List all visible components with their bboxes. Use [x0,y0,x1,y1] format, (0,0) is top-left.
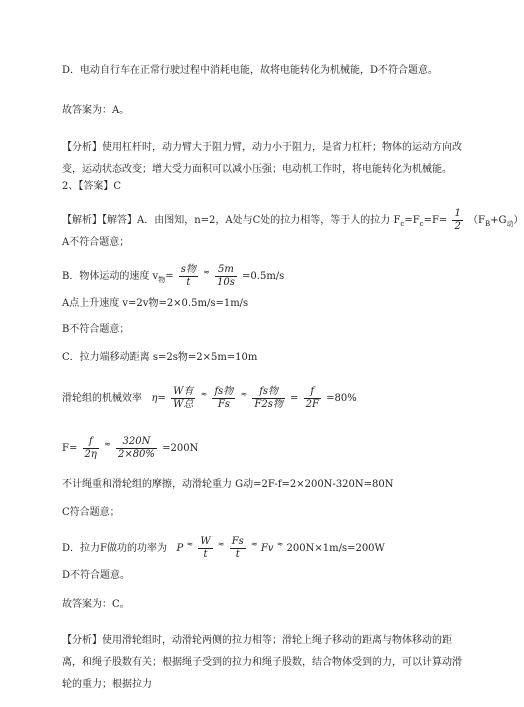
d-not-match: D不符合题意。 [62,570,131,581]
fraction-f-over-2eta: $\frac{f}{2\eta}$ [84,436,97,460]
answer-1: 故答案为：A。 [62,105,130,116]
fraction-f-over-2F: $\frac{f}{2F}$ [305,386,319,410]
a-rise-speed: A点上升速度 v=2v物=2×0.5m/s=1m/s [62,298,249,309]
a-not-match: A不符合题意； [62,237,130,248]
b-not-match: B不符合题意； [62,324,130,335]
g-dynamic: 不计绳重和滑轮组的摩擦，动滑轮重力 G动=2F-f=2×200N-320N=80N [62,479,394,490]
d-power-line: D．拉力F做功的功率为 P ≈ $\frac{W}{t}$ ≈ $\frac{Fs}{t}$ ≈ Fv ≈ 200N×1m/s=200W [62,536,385,560]
fraction-320-over-160: $\frac{320N}{2\times 80\%}$ [117,436,155,460]
fraction-s-over-t: $\frac{\text{s物}}{t}$ [180,264,196,288]
d-option-text: D．电动自行车在正常行驶过程中消耗电能，故将电能转化为机械能，D不符合题意。 [62,65,439,76]
fraction-fs-over-Fs: $\frac{\text{fs物}}{Fs}$ [214,386,234,410]
analysis-1: 【分析】使用杠杆时，动力臂大于阻力臂，动力小于阻力，是省力杠杆；物体的运动方向改变，运动状态改变；增大受力面积可以减小压强；电动机工作时，将电能转化为机械能。 [62,142,462,175]
b-speed-line: B．物体运动的速度 $v_物=$ $\frac{\text{s物}}{t}$ ≈ $\frac{5m}{10s}$ =0.5m/s [62,264,285,288]
question-2-answer: 2、【答案】C [62,181,122,192]
fraction-Fs-over-t: $\frac{Fs}{t}$ [231,536,244,560]
fraction-w-over-t: $\frac{W}{t}$ [200,536,211,560]
fraction-w-ratio: $\frac{\text{W有}}{\text{W总}}$ [173,386,194,410]
answer-2: 故答案为：C。 [62,599,130,610]
fraction-half: $\frac{1}{2}$ [454,208,461,232]
explain-line: 【解析】【解答】A．由图知，n=2，A处与C处的拉力相等，等于人的拉力 $F_c=F_c=F=$ $\frac{1}{2}$ $(F_B+G_动)$ [62,208,524,232]
efficiency-line: 滑轮组的机械效率 η= $\frac{\text{W有}}{\text{W总}}$ ≈ $\frac{\text{fs物}}{Fs}$ ≈ $\frac{\text{fs物}}{\text{F2s物}}$ = $\frac{f}{2F}$ =80% [62,386,357,410]
analysis-2: 【分析】使用滑轮组时，动滑轮两侧的拉力相等；滑轮上绳子移动的距离与物体移动的距离，和绳子股数有关；根据绳子受到的拉力和绳子股数，结合物体受到的力，可以计算动滑轮的重力；根据拉力 [62,635,462,690]
fraction-5m-over-10s: $\frac{5m}{10s}$ [216,264,235,288]
c-match: C符合题意； [62,507,120,518]
fraction-fs-over-F2s: $\frac{\text{fs物}}{\text{F2s物}}$ [254,386,283,410]
c-distance: C．拉力端移动距离 s=2s物=2×5m=10m [62,352,258,363]
f-calc-line: F= $\frac{f}{2\eta}$ ≈ $\frac{320N}{2\times 80\%}$ =200N [62,436,199,460]
